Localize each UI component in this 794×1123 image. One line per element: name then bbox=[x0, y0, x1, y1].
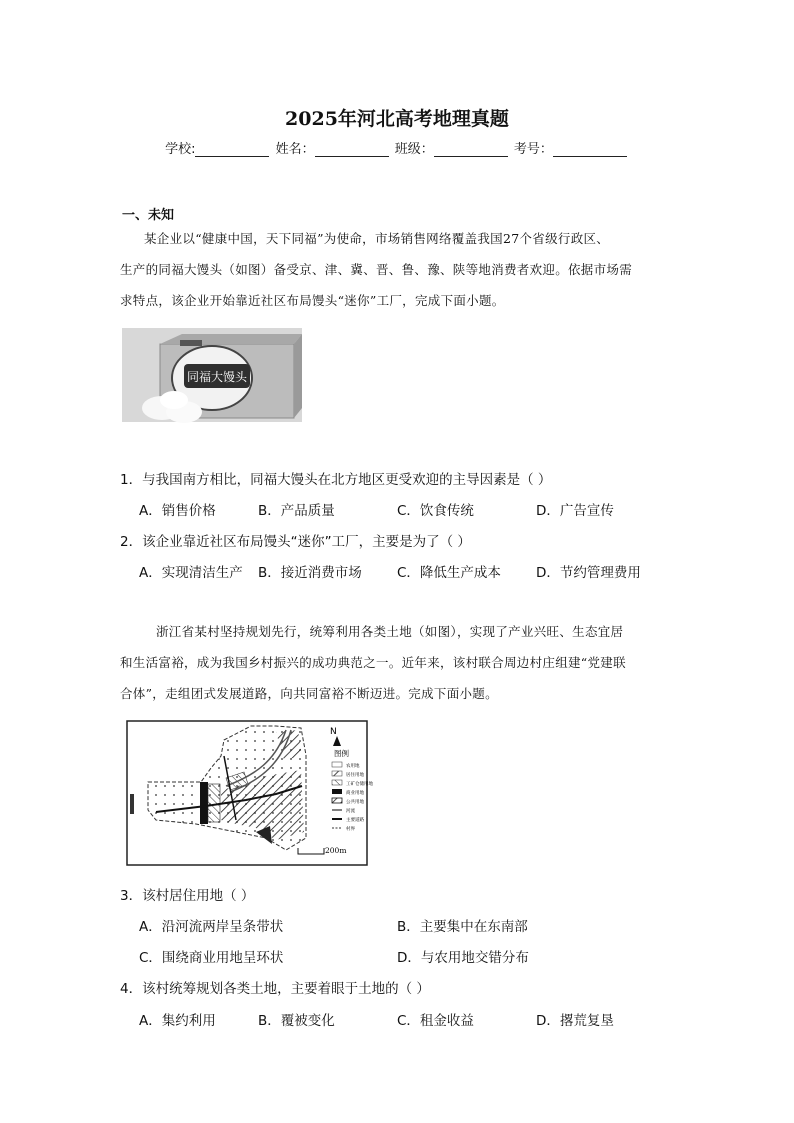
question-4-stem: 4．该村统筹规划各类土地，主要着眼于土地的（ ） bbox=[120, 981, 430, 997]
land-use-map bbox=[126, 720, 373, 866]
question-2-stem: 2．该企业靠近社区布局馒头“迷你”工厂，主要是为了（ ） bbox=[120, 534, 471, 550]
passage-2-line-3: 合体”，走组团式发展道路，向共同富裕不断迈进。完成下面小题。 bbox=[120, 686, 498, 701]
page-title: 2025年河北高考地理真题 bbox=[285, 108, 509, 130]
question-3-stem: 3．该村居住用地（ ） bbox=[120, 888, 255, 904]
q3-option-c: C．围绕商业用地呈环状 bbox=[139, 950, 284, 966]
exam-no-blank bbox=[553, 142, 627, 157]
q2-option-b: B．接近消费市场 bbox=[258, 565, 362, 581]
question-1-stem: 1．与我国南方相比，同福大馒头在北方地区更受欢迎的主导因素是（ ） bbox=[120, 472, 552, 488]
q2-option-a: A．实现清洁生产 bbox=[139, 565, 243, 581]
box-label-text: 同福大馒头 bbox=[186, 370, 248, 384]
north-label: N bbox=[330, 727, 337, 737]
legend-residential: 居住用地 bbox=[346, 773, 364, 778]
q4-option-b: B．覆被变化 bbox=[258, 1013, 335, 1029]
class-blank bbox=[434, 142, 508, 157]
q3-option-d: D．与农用地交错分布 bbox=[397, 950, 529, 966]
student-info-line bbox=[0, 138, 794, 157]
q1-option-d: D．广告宣传 bbox=[536, 503, 614, 519]
name-blank bbox=[315, 142, 389, 157]
passage-1-line-2: 生产的同福大馒头（如图）备受京、津、冀、晋、鲁、豫、陕等地消费者欢迎。依据市场需 bbox=[120, 262, 633, 277]
scale-label: 200m bbox=[325, 846, 347, 855]
q4-option-d: D．撂荒复垦 bbox=[536, 1013, 614, 1029]
name-label: 姓名： bbox=[275, 142, 315, 157]
q3-option-a: A．沿河流两岸呈条带状 bbox=[139, 919, 284, 935]
legend-farmland: 农用地 bbox=[346, 764, 360, 769]
q1-option-b: B．产品质量 bbox=[258, 503, 335, 519]
school-label: 学校: bbox=[165, 142, 196, 157]
passage-1 bbox=[120, 223, 680, 316]
class-label: 班级： bbox=[394, 142, 434, 157]
legend-village-boundary: 村界 bbox=[346, 827, 355, 832]
school-blank bbox=[195, 142, 269, 157]
q2-option-d: D．节约管理费用 bbox=[536, 565, 641, 581]
legend-river: 河流 bbox=[346, 809, 355, 814]
mantou-product-photo bbox=[122, 328, 302, 422]
q4-option-a: A．集约利用 bbox=[139, 1013, 216, 1029]
q4-option-c: C．租金收益 bbox=[397, 1013, 474, 1029]
passage-2-line-1: 浙江省某村坚持规划先行，统筹利用各类土地（如图），实现了产业兴旺、生态宜居 bbox=[156, 624, 624, 639]
q1-option-c: C．饮食传统 bbox=[397, 503, 474, 519]
legend-commercial: 商业用地 bbox=[346, 791, 364, 796]
section-heading: 一、未知 bbox=[122, 208, 175, 223]
q2-option-c: C．降低生产成本 bbox=[397, 565, 501, 581]
q3-option-b: B．主要集中在东南部 bbox=[397, 919, 528, 935]
legend-title: 图例 bbox=[334, 749, 349, 758]
legend-public: 公共用地 bbox=[346, 800, 364, 805]
exam-no-label: 考号： bbox=[513, 142, 553, 157]
q1-option-a: A．销售价格 bbox=[139, 503, 216, 519]
passage-1-line-1: 某企业以“健康中国，天下同福”为使命，市场销售网络覆盖我国27个省级行政区、 bbox=[144, 231, 610, 246]
legend-main-road: 主要道路 bbox=[346, 818, 364, 823]
passage-2-line-2: 和生活富裕，成为我国乡村振兴的成功典范之一。近年来，该村联合周边村庄组建“党建联 bbox=[120, 655, 626, 670]
passage-2 bbox=[120, 616, 680, 709]
passage-1-line-3: 求特点，该企业开始靠近社区布局馒头“迷你”工厂，完成下面小题。 bbox=[120, 293, 505, 308]
legend-industrial: 工矿仓储用地 bbox=[346, 782, 373, 787]
